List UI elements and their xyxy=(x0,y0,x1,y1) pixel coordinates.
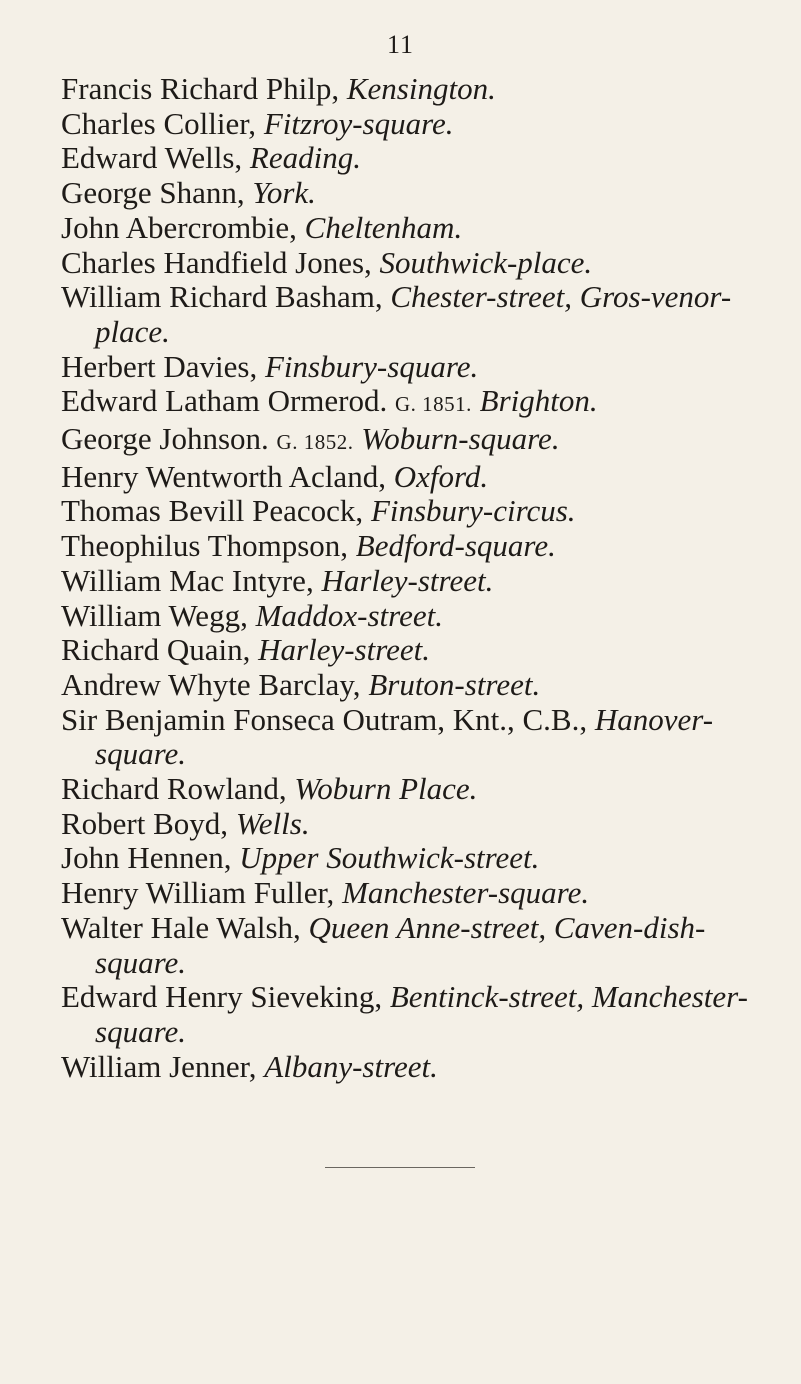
member-name: Francis Richard Philp, xyxy=(61,71,340,106)
member-place: Bruton-street. xyxy=(368,666,541,702)
member-name: Herbert Davies, xyxy=(61,348,258,384)
member-place: York. xyxy=(252,175,316,211)
member-name: Charles Handfield Jones, xyxy=(61,244,372,280)
member-place: Woburn-square. xyxy=(361,421,560,457)
member-place: Kensington. xyxy=(346,71,496,106)
page-number: 11 xyxy=(386,30,415,59)
member-name: Andrew Whyte Barclay, xyxy=(61,666,361,702)
member-place: Wells. xyxy=(235,805,310,841)
member-place: Fitzroy-square. xyxy=(263,105,454,141)
member-name: Edward Wells, xyxy=(61,140,243,176)
list-item xyxy=(61,494,761,529)
member-name: Thomas Bevill Peacock, xyxy=(61,493,364,529)
list-item xyxy=(61,107,761,142)
member-place: Bedford-square. xyxy=(355,528,556,564)
member-place: Upper Southwick-street. xyxy=(239,840,540,876)
member-place: Harley-street. xyxy=(321,562,494,598)
end-rule xyxy=(325,1167,475,1168)
list-item xyxy=(61,246,761,281)
member-place: Southwick-place. xyxy=(379,244,593,280)
member-name: John Abercrombie, xyxy=(61,209,297,245)
list-item xyxy=(61,668,761,703)
list-item xyxy=(61,211,761,246)
member-name: Edward Henry Sieveking, xyxy=(61,979,383,1015)
member-place: Queen Anne-street, Caven-dish-square. xyxy=(95,909,706,980)
member-place: Manchester-square. xyxy=(342,875,590,911)
member-place: Bentinck-street, Manchester-square. xyxy=(95,979,748,1049)
member-name: William Richard Basham, xyxy=(61,279,383,315)
member-name: Theophilus Thompson, xyxy=(61,528,349,564)
list-item xyxy=(61,564,761,599)
list-item xyxy=(61,141,761,176)
member-name: William Mac Intyre, xyxy=(61,562,314,598)
list-item xyxy=(61,384,761,422)
member-name: Richard Quain, xyxy=(61,632,251,668)
member-name: William Jenner, xyxy=(61,1048,257,1084)
member-place: Harley-street. xyxy=(258,632,431,668)
member-name: Robert Boyd, xyxy=(61,805,229,841)
member-name: Walter Hale Walsh, xyxy=(61,909,301,945)
list-item xyxy=(61,72,761,107)
member-place: Hanover-square. xyxy=(95,701,714,772)
list-item xyxy=(61,529,761,564)
member-place: Albany-street. xyxy=(264,1048,438,1084)
member-place: Woburn Place. xyxy=(294,771,478,807)
list-item xyxy=(61,1050,761,1085)
list-item xyxy=(61,350,761,385)
list-item xyxy=(61,841,761,876)
member-name: Sir Benjamin Fonseca Outram, Knt., C.B., xyxy=(61,701,588,737)
member-name: Henry William Fuller, xyxy=(61,875,335,911)
list-item xyxy=(61,911,761,980)
list-item xyxy=(61,422,761,460)
list-item xyxy=(61,599,761,634)
member-place: Maddox-street. xyxy=(255,597,443,633)
list-item xyxy=(61,460,761,495)
member-name: Richard Rowland, xyxy=(61,771,287,807)
member-place: Finsbury-circus. xyxy=(370,493,576,529)
member-name: John Hennen, xyxy=(61,840,232,876)
member-place: Oxford. xyxy=(393,458,489,494)
member-place: Cheltenham. xyxy=(304,209,463,245)
member-place: Brighton. xyxy=(479,383,598,419)
member-name: William Wegg, xyxy=(61,597,248,633)
member-place: Finsbury-square. xyxy=(265,348,479,384)
member-name: George Shann, xyxy=(61,175,245,211)
list-item xyxy=(61,703,761,772)
member-place: Chester-street, Gros-venor-place. xyxy=(95,279,732,349)
list-item xyxy=(61,807,761,842)
member-date: G. 1852. xyxy=(276,430,354,455)
member-date: G. 1851. xyxy=(395,392,472,417)
list-item xyxy=(61,176,761,211)
list-item xyxy=(61,980,761,1049)
list-item xyxy=(61,772,761,807)
member-name: Edward Latham Ormerod. xyxy=(61,383,388,419)
member-name: Henry Wentworth Acland, xyxy=(61,458,386,494)
member-name: George Johnson. xyxy=(61,421,269,457)
member-list xyxy=(61,72,761,1084)
member-place: Reading. xyxy=(249,140,361,176)
list-item xyxy=(61,280,761,349)
member-name: Charles Collier, xyxy=(61,105,257,141)
list-item xyxy=(61,633,761,668)
list-item xyxy=(61,876,761,911)
